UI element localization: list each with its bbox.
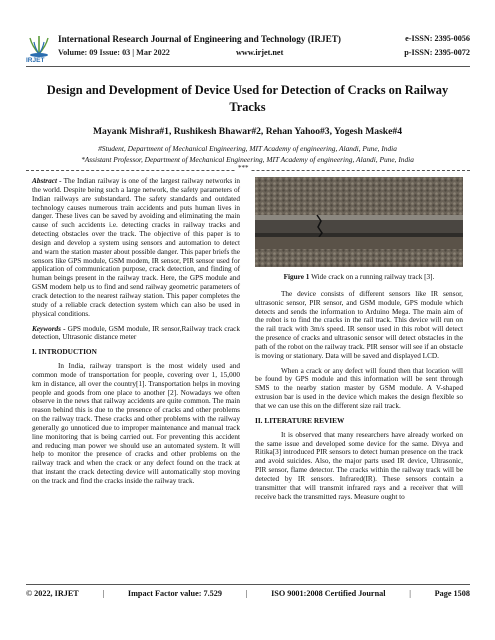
footer-page-number: Page 1508 [434,589,470,598]
keywords [32,325,240,343]
journal-header [26,30,470,74]
keywords-label: Keywords - [32,324,66,333]
volume-issue: Volume: 09 Issue: 03 | Mar 2022 [58,48,170,57]
footer-divider-3: | [409,589,411,598]
header-divider [26,66,470,67]
keywords-text: GPS module, GSM module, IR sensor,Railway track crack detection, Ultrasonic distance meter [32,324,240,342]
abstract-text: The Indian railway is one of the largest railway networks in the world. Despite being such a large network, the safety parameters of Indian railways are substandard. The safety standards and outdated technology causes numerous train accidents and puts human lives in danger. These lives can be saved by avoiding and eliminating the main cause of such accidents i.e. detecting cracks in railway tracks and detecting obstacles over the track. The objective of this paper is to design and develop a system using sensors and automation to detect and warn the station master about possible danger. This paper briefs the sensors like GPS module, GSM modem, IR sensor, PIR sensor used for application of communication purpose, crack detection, and finding of human beings present in the railway track. Here, the GPS module and GSM modem help us to find and send railway geometric parameters of crack detection to the nearest railway station. This paper completes the study of a reliable crack detection system which can also be used in physical conditions. [32,177,240,318]
figure-railway-crack [255,177,463,267]
e-issn: e-ISSN: 2395-0056 [405,34,470,43]
figure-caption-text: Wide crack on a running railway track [3]. [309,273,435,281]
introduction-heading: I. INTRODUCTION [32,347,97,357]
paper-title: Design and Development of Device Used for Detection of Cracks on Railway Tracks [46,83,449,114]
irjet-logo [26,32,52,66]
introduction-text: In India, railway transport is the most widely used and common mode of transportation for people, covering over 1, 15,000 km in distance, all over the country[1]. Transportation helps in moving people and goods from one place to another [2]. Nowadays we often observe in the news that railway accidents are quite common. The main reason behind this is due to the presence of cracks and other problems on the railway track. These cracks and other problems with the railway generally go unnoticed due to improper maintenance and manual track line monitoring that is being carried out. For preventing this accident and reducing man power we should use an automated system. It will help to monitor the presence of cracks and other problems on the railway track and when the crack or any defect found on the track at that instant the crack detecting device will automatically stop moving on the track and find the cracks inside the railway track. [32,362,240,485]
footer-copyright: © 2022, IRJET [26,589,79,598]
logo-text: IRJET [26,57,45,64]
literature-review-text: It is observed that many researchers have already worked on the same issue and developed some device for the same. Divya and Ritika[3] introduced PIR sensors to detect human presence on the track and avoid suicides. Also, the major parts used IR device, Ultrasonic, PIR sensor, flame detector. The cracks within the railway track will be detected by IR sensors. Infrared(IR). These sensors contain a transmitter that will transmit infrared rays and a receiver that will receive back the transmitted rays. Measure ought to [255,430,463,501]
journal-name: International Research Journal of Engineering and Technology (IRJET) [58,34,341,44]
footer-divider [26,584,470,585]
affiliation-students: #Student, Department of Mechanical Engineering, MIT Academy of engineering, Alandi, Pune, India [98,144,397,153]
crack-location-text: When a crack or any defect will found then that location will be found by GPS module and this information will be sent through SMS to the nearby station master by GSM module. A V-shaped extrusion bar is used in the device which makes the design flexible so that we can use this on the different size rail track. [255,366,463,410]
footer-impact-factor: Impact Factor value: 7.529 [127,589,222,598]
section-separator [26,166,470,174]
abstract-label: Abstract - [32,177,62,185]
footer-divider-2: | [245,589,248,598]
device-description: The device consists of different sensors like IR sensor, ultrasonic sensor, PIR sensor, and GSM module, GPS module which detects and sends the information to Arduino Mega. The main aim of the robot is to find the cracks in the rail track. This device will run on the rail track with 3m/s speed. IR sensor used in this robot will detect the presence of cracks and ultrasonic sensor will detect obstacles in the path of the robot on the railway track. PIR sensor will see if an obstacle is moving or stationary. Data will be saved and displayed LCD. [255,289,463,360]
footer-iso: ISO 9001:2008 Certified Journal [271,589,386,598]
right-column [255,177,463,507]
figure-caption [255,273,463,282]
p-issn: p-ISSN: 2395-0072 [404,48,470,57]
page-footer [26,589,470,598]
footer-divider-1: | [102,589,105,598]
paper-authors: Mayank Mishra#1, Rushikesh Bhawar#2, Rehan Yahoo#3, Yogesh Maske#4 [93,126,402,137]
separator-stars: *** [238,164,249,172]
literature-review-heading: II. LITERATURE REVIEW [255,415,345,425]
left-column [32,177,240,492]
journal-website[interactable]: www.irjet.net [236,48,284,57]
figure-label: Figure 1 [283,273,310,281]
affiliation-professor: *Assistant Professor, Department of Mechanical Engineering, MIT Academy of engineering, Alandi, Pune, India [81,155,414,164]
abstract [32,177,240,319]
